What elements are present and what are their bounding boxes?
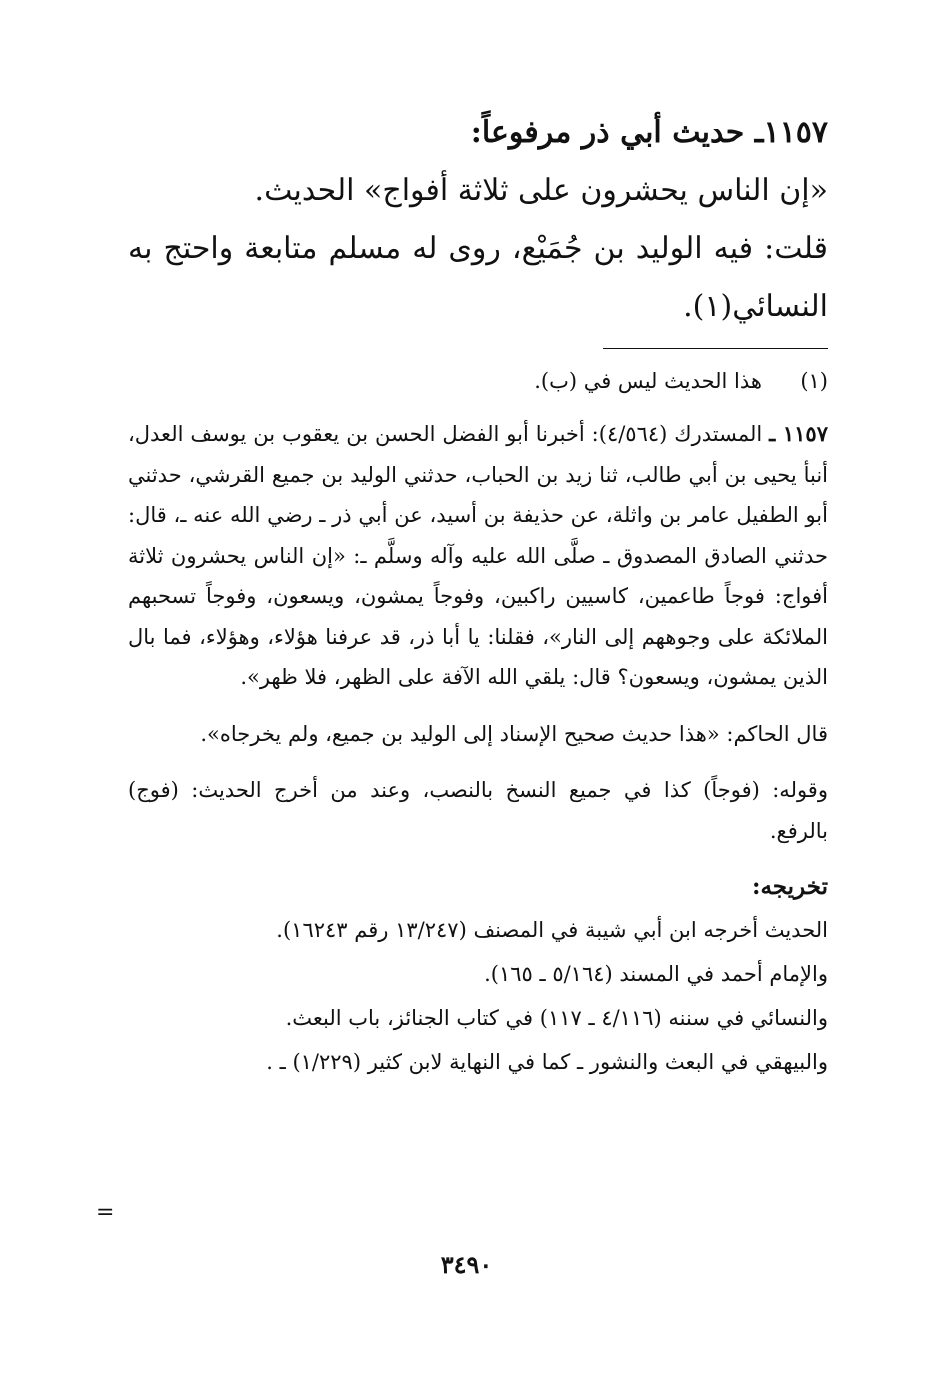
hadith-quote: «إن الناس يحشرون على ثلاثة أفواج» الحديث. xyxy=(254,173,828,208)
entry-isnad: أخبرنا أبو الفضل الحسن بن يعقوب بن يوسف العدل، أنبأ يحيى بن أبي طالب، ثنا زيد بن الحباب، حدثني الوليد بن جميع القرشي، حدثني أبو الطفيل عامر بن واثلة، عن حذيفة بن أسيد، عن أبي ذر ـ رضي الله عنه ـ، قال: حدثني الصادق المصدوق ـ صلَّى الله عليه وآله وسلَّم ـ: «إن الناس يحشرون ثلاثة أفواج: فوجاً طاعمين، كاسيين راكبين، وفوجاً يمشون، ويسعون، وفوجاً تسحبهم الملائكة على وجوههم إلى النار»، فقلنا: يا أبا ذر، قد عرفنا هؤلاء، وهؤلاء، فما بال الذين يمشون، ويسعون؟ قال: يلقي الله الآفة على الظهر، فلا ظهر». xyxy=(128,422,828,689)
footnote-number: (١) xyxy=(800,369,828,393)
footnote-divider xyxy=(603,348,828,349)
takhrij-entry xyxy=(128,414,828,698)
takhrij-lines xyxy=(128,908,828,1084)
entry-source: المستدرك (٤/٥٦٤): xyxy=(591,422,763,446)
takhrij-title: تخريجه: xyxy=(751,873,828,900)
hadith-heading: ١١٥٧ـ حديث أبي ذر مرفوعاً: xyxy=(470,115,828,150)
takhrij-line: والإمام أحمد في المسند (٥/١٦٤ ـ ١٦٥). xyxy=(484,961,828,986)
main-text xyxy=(128,104,828,336)
entry-number: ١١٥٧ ـ xyxy=(769,421,828,446)
qawluhu-comment: وقوله: (فوجاً) كذا في جميع النسخ بالنصب، وعند من أخرج الحديث: (فوج) بالرفع. xyxy=(128,778,828,843)
page-number: ٣٤٩٠ xyxy=(440,1250,493,1279)
takhrij-line: والنسائي في سننه (٤/١١٦ ـ ١١٧) في كتاب الجنائز، باب البعث. xyxy=(285,1005,828,1030)
hakim-comment: قال الحاكم: «هذا حديث صحيح الإسناد إلى الوليد بن جميع، ولم يخرجاه». xyxy=(200,721,828,746)
footnote xyxy=(128,363,828,399)
takhrij-section xyxy=(128,414,828,1084)
continuation-mark: = xyxy=(96,1200,115,1225)
author-note: قلت: فيه الوليد بن جُمَيْع، روى له مسلم متابعة واحتج به النسائي(١). xyxy=(128,231,828,324)
takhrij-line: والبيهقي في البعث والنشور ـ كما في النهاية لابن كثير (١/٢٢٩) ـ . xyxy=(266,1049,828,1074)
footnote-text: هذا الحديث ليس في (ب). xyxy=(534,369,762,393)
takhrij-line: الحديث أخرجه ابن أبي شيبة في المصنف (١٣/٢٤٧ رقم ١٦٢٤٣). xyxy=(276,917,828,942)
